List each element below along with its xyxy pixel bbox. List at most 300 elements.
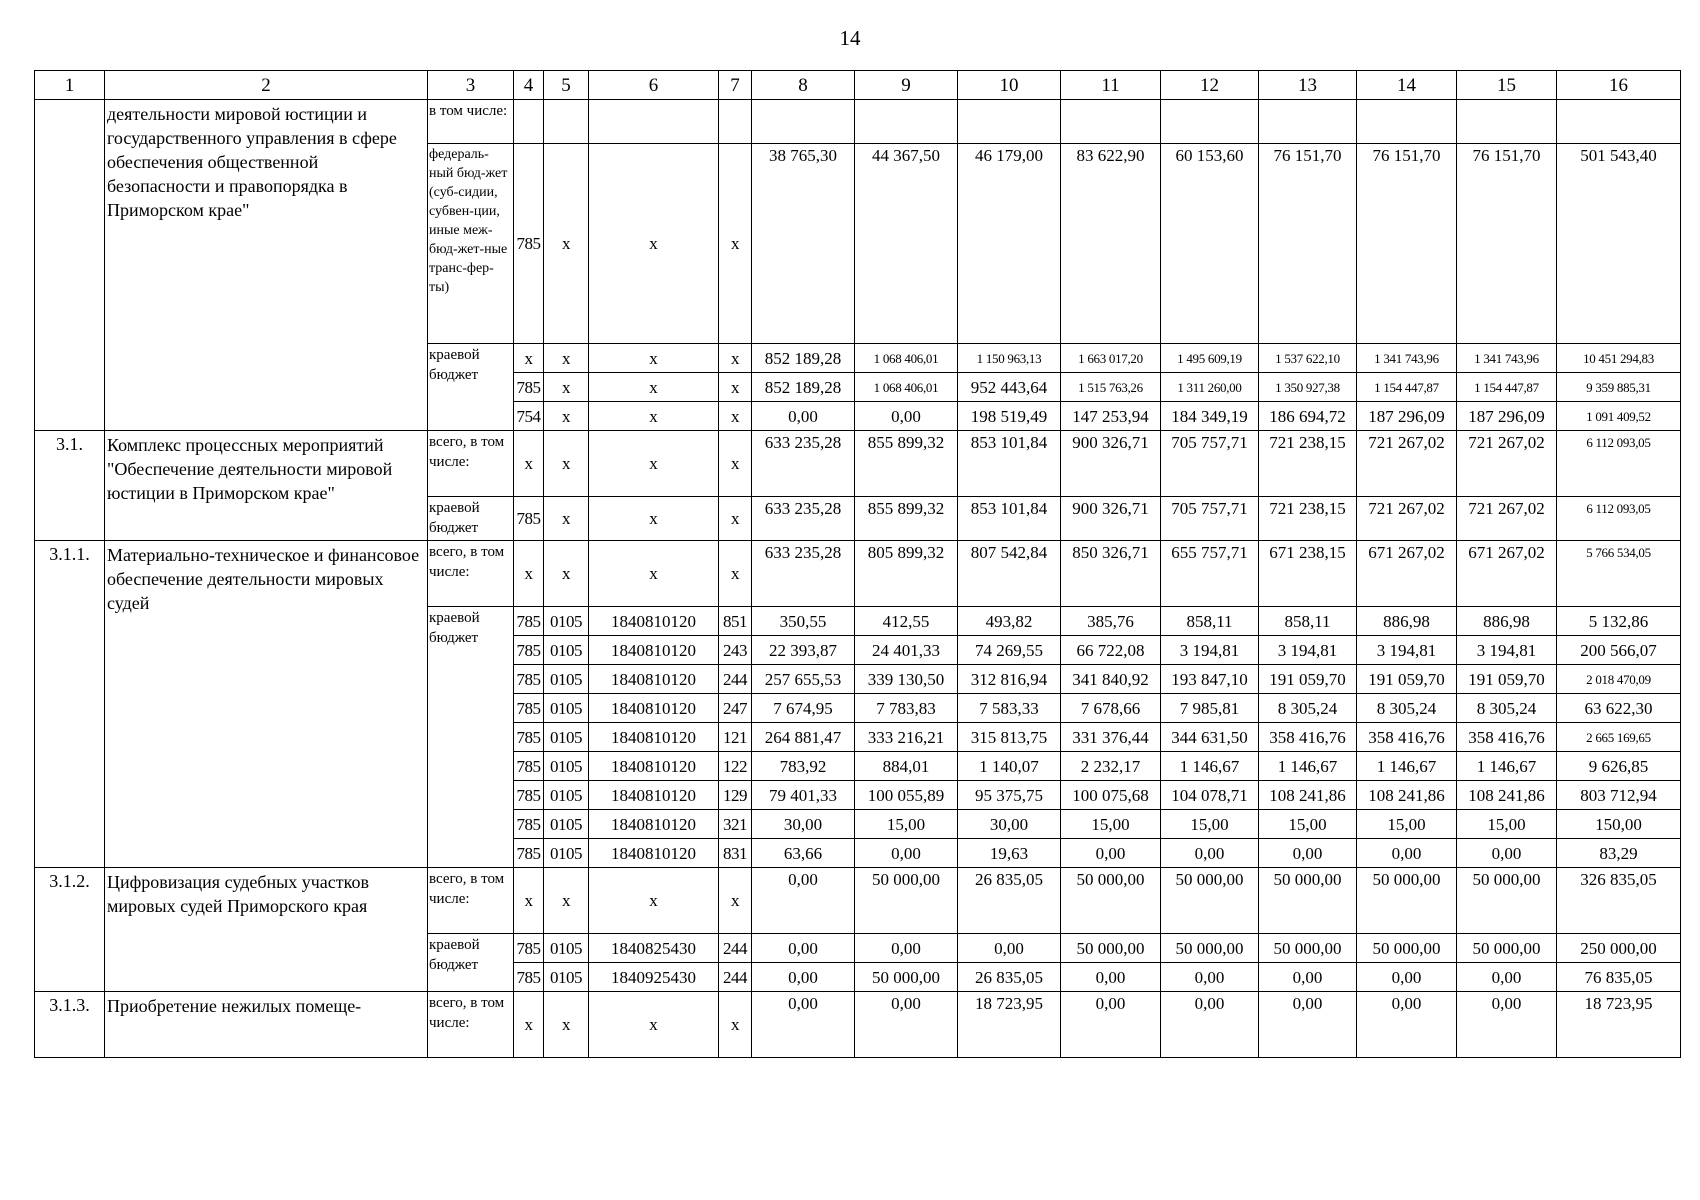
amount-cell: 807 542,84 xyxy=(958,541,1061,607)
code-cell: x xyxy=(719,868,752,934)
code-cell xyxy=(719,100,752,144)
funding-source: краевой бюджет xyxy=(428,497,514,541)
amount-cell: 805 899,32 xyxy=(855,541,958,607)
code-cell: 1840810120 xyxy=(589,839,719,868)
column-header: 3 xyxy=(428,71,514,100)
code-cell: x xyxy=(719,144,752,344)
amount-cell: 22 393,87 xyxy=(752,636,855,665)
amount-cell: 0,00 xyxy=(855,992,958,1058)
amount-cell: 633 235,28 xyxy=(752,497,855,541)
code-cell: 785 xyxy=(514,373,544,402)
amount-cell: 50 000,00 xyxy=(1259,868,1357,934)
amount-cell: 1 495 609,19 xyxy=(1161,344,1259,373)
amount-cell xyxy=(1357,100,1457,144)
amount-cell: 0,00 xyxy=(855,934,958,963)
amount-cell: 9 626,85 xyxy=(1557,752,1681,781)
amount-cell: 501 543,40 xyxy=(1557,144,1681,344)
code-cell: 785 xyxy=(514,781,544,810)
code-cell: 0105 xyxy=(544,839,589,868)
amount-cell: 705 757,71 xyxy=(1161,497,1259,541)
amount-cell: 15,00 xyxy=(1161,810,1259,839)
column-header: 10 xyxy=(958,71,1061,100)
amount-cell: 1 068 406,01 xyxy=(855,373,958,402)
amount-cell: 76 151,70 xyxy=(1457,144,1557,344)
code-cell: 0105 xyxy=(544,934,589,963)
code-cell: x xyxy=(589,868,719,934)
column-header: 9 xyxy=(855,71,958,100)
amount-cell: 705 757,71 xyxy=(1161,431,1259,497)
amount-cell: 15,00 xyxy=(1259,810,1357,839)
amount-cell: 858,11 xyxy=(1259,607,1357,636)
amount-cell: 1 140,07 xyxy=(958,752,1061,781)
row-index: 3.1.2. xyxy=(35,868,105,992)
amount-cell: 339 130,50 xyxy=(855,665,958,694)
table-row xyxy=(35,541,1681,607)
amount-cell: 79 401,33 xyxy=(752,781,855,810)
amount-cell: 7 583,33 xyxy=(958,694,1061,723)
amount-cell: 0,00 xyxy=(1357,963,1457,992)
amount-cell: 15,00 xyxy=(1457,810,1557,839)
code-cell: 1840810120 xyxy=(589,810,719,839)
amount-cell: 63,66 xyxy=(752,839,855,868)
code-cell: x xyxy=(589,373,719,402)
code-cell: x xyxy=(544,373,589,402)
amount-cell: 0,00 xyxy=(1457,992,1557,1058)
code-cell: x xyxy=(589,344,719,373)
code-cell: x xyxy=(589,497,719,541)
amount-cell: 184 349,19 xyxy=(1161,402,1259,431)
amount-cell: 1 311 260,00 xyxy=(1161,373,1259,402)
amount-cell: 24 401,33 xyxy=(855,636,958,665)
code-cell: x xyxy=(544,344,589,373)
code-cell: 0105 xyxy=(544,607,589,636)
amount-cell: 26 835,05 xyxy=(958,963,1061,992)
code-cell: 831 xyxy=(719,839,752,868)
amount-cell: 858,11 xyxy=(1161,607,1259,636)
amount-cell: 1 146,67 xyxy=(1259,752,1357,781)
amount-cell xyxy=(1161,100,1259,144)
amount-cell: 0,00 xyxy=(1259,992,1357,1058)
code-cell: 0105 xyxy=(544,723,589,752)
measure-name: Цифровизация судебных участков мировых судей Приморского края xyxy=(105,868,428,992)
amount-cell: 0,00 xyxy=(752,963,855,992)
amount-cell: 0,00 xyxy=(1357,992,1457,1058)
amount-cell: 341 840,92 xyxy=(1061,665,1161,694)
amount-cell: 0,00 xyxy=(1457,963,1557,992)
code-cell: x xyxy=(719,541,752,607)
amount-cell: 1 146,67 xyxy=(1457,752,1557,781)
amount-cell: 952 443,64 xyxy=(958,373,1061,402)
amount-cell: 1 341 743,96 xyxy=(1357,344,1457,373)
code-cell: 785 xyxy=(514,810,544,839)
amount-cell: 852 189,28 xyxy=(752,373,855,402)
funding-source: краевой бюджет xyxy=(428,344,514,431)
amount-cell: 108 241,86 xyxy=(1357,781,1457,810)
amount-cell: 50 000,00 xyxy=(1457,868,1557,934)
amount-cell: 852 189,28 xyxy=(752,344,855,373)
amount-cell: 63 622,30 xyxy=(1557,694,1681,723)
amount-cell: 655 757,71 xyxy=(1161,541,1259,607)
code-cell: 1840810120 xyxy=(589,752,719,781)
amount-cell: 412,55 xyxy=(855,607,958,636)
amount-cell: 1 663 017,20 xyxy=(1061,344,1161,373)
code-cell: 1840810120 xyxy=(589,607,719,636)
amount-cell: 186 694,72 xyxy=(1259,402,1357,431)
amount-cell: 95 375,75 xyxy=(958,781,1061,810)
amount-cell: 315 813,75 xyxy=(958,723,1061,752)
column-header: 16 xyxy=(1557,71,1681,100)
code-cell: 244 xyxy=(719,963,752,992)
amount-cell: 855 899,32 xyxy=(855,431,958,497)
code-cell: x xyxy=(544,541,589,607)
measure-name: Комплекс процессных мероприятий "Обеспечение деятельности мировой юстиции в Приморском крае" xyxy=(105,431,428,541)
column-header: 11 xyxy=(1061,71,1161,100)
amount-cell: 108 241,86 xyxy=(1259,781,1357,810)
amount-cell: 0,00 xyxy=(1161,839,1259,868)
amount-cell: 50 000,00 xyxy=(855,868,958,934)
amount-cell: 50 000,00 xyxy=(1161,934,1259,963)
amount-cell: 3 194,81 xyxy=(1259,636,1357,665)
amount-cell: 250 000,00 xyxy=(1557,934,1681,963)
amount-cell xyxy=(855,100,958,144)
amount-cell: 66 722,08 xyxy=(1061,636,1161,665)
code-cell: 243 xyxy=(719,636,752,665)
amount-cell: 900 326,71 xyxy=(1061,431,1161,497)
amount-cell: 8 305,24 xyxy=(1457,694,1557,723)
amount-cell xyxy=(1457,100,1557,144)
funding-source: краевой бюджет xyxy=(428,934,514,992)
page-number: 14 xyxy=(839,26,861,50)
amount-cell: 18 723,95 xyxy=(1557,992,1681,1058)
amount-cell: 100 075,68 xyxy=(1061,781,1161,810)
code-cell xyxy=(514,100,544,144)
amount-cell: 9 359 885,31 xyxy=(1557,373,1681,402)
amount-cell: 74 269,55 xyxy=(958,636,1061,665)
amount-cell: 5 132,86 xyxy=(1557,607,1681,636)
amount-cell xyxy=(1259,100,1357,144)
column-header: 7 xyxy=(719,71,752,100)
amount-cell: 358 416,76 xyxy=(1259,723,1357,752)
amount-cell: 198 519,49 xyxy=(958,402,1061,431)
code-cell: x xyxy=(589,431,719,497)
amount-cell xyxy=(958,100,1061,144)
amount-cell: 1 537 622,10 xyxy=(1259,344,1357,373)
amount-cell: 385,76 xyxy=(1061,607,1161,636)
amount-cell: 187 296,09 xyxy=(1357,402,1457,431)
amount-cell: 150,00 xyxy=(1557,810,1681,839)
amount-cell: 50 000,00 xyxy=(1357,934,1457,963)
code-cell: x xyxy=(544,431,589,497)
funding-source: всего, в том числе: xyxy=(428,431,514,497)
amount-cell: 1 341 743,96 xyxy=(1457,344,1557,373)
amount-cell: 7 674,95 xyxy=(752,694,855,723)
amount-cell: 721 238,15 xyxy=(1259,497,1357,541)
amount-cell: 1 350 927,38 xyxy=(1259,373,1357,402)
amount-cell: 1 068 406,01 xyxy=(855,344,958,373)
code-cell: 121 xyxy=(719,723,752,752)
amount-cell: 50 000,00 xyxy=(1061,868,1161,934)
measure-name: деятельности мировой юстиции и государственного управления в сфере обеспечения общественной безопасности и правопорядка в Приморском крае" xyxy=(105,100,428,431)
code-cell: x xyxy=(719,402,752,431)
code-cell: 122 xyxy=(719,752,752,781)
amount-cell: 783,92 xyxy=(752,752,855,781)
amount-cell: 850 326,71 xyxy=(1061,541,1161,607)
code-cell: x xyxy=(589,541,719,607)
code-cell: 0105 xyxy=(544,665,589,694)
code-cell: x xyxy=(544,992,589,1058)
amount-cell: 0,00 xyxy=(1161,963,1259,992)
amount-cell: 333 216,21 xyxy=(855,723,958,752)
code-cell: x xyxy=(719,992,752,1058)
amount-cell: 493,82 xyxy=(958,607,1061,636)
table-row xyxy=(35,992,1681,1058)
budget-table xyxy=(34,70,1681,1058)
code-cell: 0105 xyxy=(544,781,589,810)
amount-cell: 853 101,84 xyxy=(958,497,1061,541)
funding-source: краевой бюджет xyxy=(428,607,514,868)
amount-cell: 1 150 963,13 xyxy=(958,344,1061,373)
row-index: 3.1. xyxy=(35,431,105,541)
amount-cell: 7 678,66 xyxy=(1061,694,1161,723)
amount-cell: 671 267,02 xyxy=(1357,541,1457,607)
amount-cell: 30,00 xyxy=(958,810,1061,839)
amount-cell: 50 000,00 xyxy=(1161,868,1259,934)
code-cell: x xyxy=(514,541,544,607)
amount-cell: 0,00 xyxy=(958,934,1061,963)
code-cell: 785 xyxy=(514,497,544,541)
amount-cell: 19,63 xyxy=(958,839,1061,868)
amount-cell: 1 154 447,87 xyxy=(1457,373,1557,402)
amount-cell: 7 985,81 xyxy=(1161,694,1259,723)
column-header: 12 xyxy=(1161,71,1259,100)
column-header: 5 xyxy=(544,71,589,100)
amount-cell: 191 059,70 xyxy=(1357,665,1457,694)
code-cell xyxy=(544,100,589,144)
code-cell: 1840925430 xyxy=(589,963,719,992)
amount-cell: 900 326,71 xyxy=(1061,497,1161,541)
amount-cell: 1 515 763,26 xyxy=(1061,373,1161,402)
amount-cell: 331 376,44 xyxy=(1061,723,1161,752)
amount-cell: 15,00 xyxy=(855,810,958,839)
amount-cell: 50 000,00 xyxy=(1061,934,1161,963)
amount-cell: 0,00 xyxy=(752,402,855,431)
amount-cell: 886,98 xyxy=(1457,607,1557,636)
amount-cell: 344 631,50 xyxy=(1161,723,1259,752)
table-row xyxy=(35,868,1681,934)
amount-cell: 671 238,15 xyxy=(1259,541,1357,607)
amount-cell: 853 101,84 xyxy=(958,431,1061,497)
measure-name: Материально-техническое и финансовое обеспечение деятельности мировых судей xyxy=(105,541,428,868)
amount-cell xyxy=(1557,100,1681,144)
amount-cell: 0,00 xyxy=(1161,992,1259,1058)
row-index: 3.1.1. xyxy=(35,541,105,868)
column-header: 14 xyxy=(1357,71,1457,100)
code-cell: 785 xyxy=(514,934,544,963)
amount-cell: 2 232,17 xyxy=(1061,752,1161,781)
amount-cell: 358 416,76 xyxy=(1457,723,1557,752)
column-header: 15 xyxy=(1457,71,1557,100)
funding-source: всего, в том числе: xyxy=(428,541,514,607)
code-cell: 785 xyxy=(514,665,544,694)
amount-cell: 633 235,28 xyxy=(752,431,855,497)
amount-cell: 633 235,28 xyxy=(752,541,855,607)
amount-cell: 0,00 xyxy=(1259,839,1357,868)
amount-cell: 147 253,94 xyxy=(1061,402,1161,431)
amount-cell: 1 091 409,52 xyxy=(1557,402,1681,431)
code-cell: 1840810120 xyxy=(589,636,719,665)
row-index: 3.1.3. xyxy=(35,992,105,1058)
code-cell: x xyxy=(514,992,544,1058)
code-cell: 1840810120 xyxy=(589,665,719,694)
amount-cell: 50 000,00 xyxy=(1357,868,1457,934)
amount-cell: 18 723,95 xyxy=(958,992,1061,1058)
amount-cell: 312 816,94 xyxy=(958,665,1061,694)
funding-source: в том числе: xyxy=(428,100,514,144)
code-cell: x xyxy=(544,497,589,541)
amount-cell: 191 059,70 xyxy=(1259,665,1357,694)
code-cell: x xyxy=(514,431,544,497)
measure-name: Приобретение нежилых помеще- xyxy=(105,992,428,1058)
amount-cell: 0,00 xyxy=(1357,839,1457,868)
code-cell: 0105 xyxy=(544,752,589,781)
amount-cell: 76 151,70 xyxy=(1357,144,1457,344)
amount-cell: 50 000,00 xyxy=(1457,934,1557,963)
amount-cell: 3 194,81 xyxy=(1457,636,1557,665)
code-cell: x xyxy=(514,868,544,934)
code-cell: 1840810120 xyxy=(589,781,719,810)
funding-source: всего, в том числе: xyxy=(428,992,514,1058)
code-cell: 244 xyxy=(719,934,752,963)
amount-cell: 44 367,50 xyxy=(855,144,958,344)
code-cell: 0105 xyxy=(544,963,589,992)
code-cell: x xyxy=(719,431,752,497)
amount-cell: 100 055,89 xyxy=(855,781,958,810)
amount-cell: 3 194,81 xyxy=(1161,636,1259,665)
funding-source: федераль-ный бюд-жет (суб-сидии, субвен-ции, иные меж-бюд-жет-ные транс-фер-ты) xyxy=(428,144,514,344)
amount-cell xyxy=(752,100,855,144)
code-cell: x xyxy=(544,402,589,431)
column-header: 13 xyxy=(1259,71,1357,100)
amount-cell: 83,29 xyxy=(1557,839,1681,868)
code-cell: x xyxy=(589,144,719,344)
amount-cell: 0,00 xyxy=(1259,963,1357,992)
code-cell: 754 xyxy=(514,402,544,431)
amount-cell: 721 267,02 xyxy=(1357,497,1457,541)
amount-cell: 886,98 xyxy=(1357,607,1457,636)
amount-cell: 15,00 xyxy=(1061,810,1161,839)
amount-cell: 3 194,81 xyxy=(1357,636,1457,665)
amount-cell: 15,00 xyxy=(1357,810,1457,839)
amount-cell: 50 000,00 xyxy=(1259,934,1357,963)
code-cell: 247 xyxy=(719,694,752,723)
code-cell: 785 xyxy=(514,144,544,344)
amount-cell: 30,00 xyxy=(752,810,855,839)
amount-cell: 350,55 xyxy=(752,607,855,636)
amount-cell: 0,00 xyxy=(1061,992,1161,1058)
code-cell: x xyxy=(589,992,719,1058)
amount-cell: 191 059,70 xyxy=(1457,665,1557,694)
code-cell: 785 xyxy=(514,839,544,868)
amount-cell: 5 766 534,05 xyxy=(1557,541,1681,607)
code-cell: x xyxy=(589,402,719,431)
amount-cell: 10 451 294,83 xyxy=(1557,344,1681,373)
amount-cell: 0,00 xyxy=(855,402,958,431)
amount-cell: 60 153,60 xyxy=(1161,144,1259,344)
amount-cell: 0,00 xyxy=(752,934,855,963)
code-cell: 321 xyxy=(719,810,752,839)
amount-cell: 0,00 xyxy=(752,868,855,934)
amount-cell: 2 665 169,65 xyxy=(1557,723,1681,752)
amount-cell: 671 267,02 xyxy=(1457,541,1557,607)
column-header: 2 xyxy=(105,71,428,100)
amount-cell: 83 622,90 xyxy=(1061,144,1161,344)
code-cell xyxy=(589,100,719,144)
code-cell: 785 xyxy=(514,607,544,636)
amount-cell: 193 847,10 xyxy=(1161,665,1259,694)
amount-cell: 803 712,94 xyxy=(1557,781,1681,810)
column-header: 6 xyxy=(589,71,719,100)
amount-cell: 0,00 xyxy=(855,839,958,868)
code-cell: x xyxy=(719,344,752,373)
amount-cell: 6 112 093,05 xyxy=(1557,497,1681,541)
amount-cell: 0,00 xyxy=(1061,963,1161,992)
code-cell: 0105 xyxy=(544,636,589,665)
row-index xyxy=(35,100,105,431)
amount-cell: 108 241,86 xyxy=(1457,781,1557,810)
code-cell: x xyxy=(544,868,589,934)
amount-cell: 0,00 xyxy=(1061,839,1161,868)
table-header xyxy=(35,71,1681,100)
code-cell: 1840825430 xyxy=(589,934,719,963)
code-cell: x xyxy=(719,497,752,541)
amount-cell: 76 151,70 xyxy=(1259,144,1357,344)
amount-cell: 50 000,00 xyxy=(855,963,958,992)
amount-cell: 1 146,67 xyxy=(1161,752,1259,781)
amount-cell: 26 835,05 xyxy=(958,868,1061,934)
column-header: 8 xyxy=(752,71,855,100)
table-row xyxy=(35,100,1681,144)
amount-cell: 721 267,02 xyxy=(1457,497,1557,541)
amount-cell: 8 305,24 xyxy=(1259,694,1357,723)
amount-cell: 721 267,02 xyxy=(1457,431,1557,497)
amount-cell: 1 146,67 xyxy=(1357,752,1457,781)
code-cell: 0105 xyxy=(544,694,589,723)
amount-cell: 358 416,76 xyxy=(1357,723,1457,752)
amount-cell: 76 835,05 xyxy=(1557,963,1681,992)
code-cell: 1840810120 xyxy=(589,723,719,752)
amount-cell: 855 899,32 xyxy=(855,497,958,541)
code-cell: x xyxy=(544,144,589,344)
amount-cell: 257 655,53 xyxy=(752,665,855,694)
code-cell: 851 xyxy=(719,607,752,636)
code-cell: x xyxy=(719,373,752,402)
code-cell: 1840810120 xyxy=(589,694,719,723)
amount-cell: 0,00 xyxy=(752,992,855,1058)
amount-cell: 46 179,00 xyxy=(958,144,1061,344)
code-cell: 785 xyxy=(514,694,544,723)
amount-cell: 0,00 xyxy=(1457,839,1557,868)
amount-cell: 264 881,47 xyxy=(752,723,855,752)
code-cell: 785 xyxy=(514,752,544,781)
amount-cell: 6 112 093,05 xyxy=(1557,431,1681,497)
column-header: 4 xyxy=(514,71,544,100)
amount-cell: 2 018 470,09 xyxy=(1557,665,1681,694)
amount-cell: 38 765,30 xyxy=(752,144,855,344)
code-cell: 785 xyxy=(514,723,544,752)
amount-cell: 187 296,09 xyxy=(1457,402,1557,431)
amount-cell: 721 238,15 xyxy=(1259,431,1357,497)
code-cell: 785 xyxy=(514,636,544,665)
